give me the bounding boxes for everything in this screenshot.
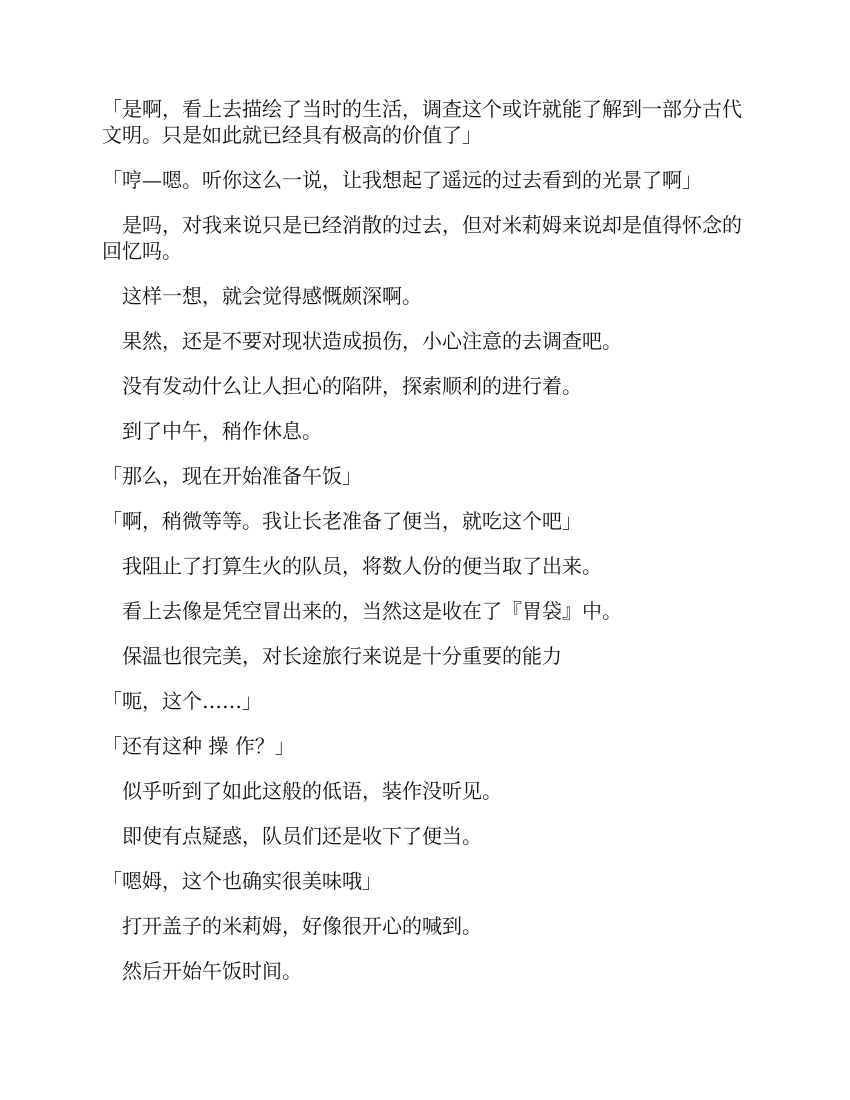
paragraph-dialogue: 「是啊，看上去描绘了当时的生活，调查这个或许就能了解到一部分古代文明。只是如此就已经具有极高的价值了」	[102, 97, 742, 147]
paragraph-narration: 保温也很完美，对长途旅行来说是十分重要的能力	[122, 644, 562, 668]
paragraph-narration: 这样一想，就会觉得感慨颇深啊。	[122, 284, 422, 308]
paragraph-narration: 即使有点疑惑，队员们还是收下了便当。	[122, 824, 482, 848]
paragraph-dialogue: 「嗯姆，这个也确实很美味哦」	[102, 869, 382, 893]
paragraph-narration: 似乎听到了如此这般的低语，装作没听见。	[122, 779, 502, 803]
paragraph-narration: 没有发动什么让人担心的陷阱，探索顺利的进行着。	[122, 374, 582, 398]
paragraph-dialogue: 「哼—嗯。听你这么一说，让我想起了遥远的过去看到的光景了啊」	[102, 168, 702, 192]
paragraph-narration: 打开盖子的米莉姆，好像很开心的喊到。	[122, 914, 482, 938]
document-body	[102, 96, 752, 1003]
paragraph-narration: 看上去像是凭空冒出来的，当然这是收在了『胃袋』中。	[122, 599, 622, 623]
paragraph-narration: 是吗，对我来说只是已经消散的过去，但对米莉姆来说却是值得怀念的回忆吗。	[102, 213, 742, 263]
paragraph-dialogue: 「啊，稍微等等。我让长老准备了便当，就吃这个吧」	[102, 509, 582, 533]
paragraph-dialogue: 「那么，现在开始准备午饭」	[102, 464, 362, 488]
paragraph-narration: 然后开始午饭时间。	[122, 959, 302, 983]
paragraph-narration: 到了中午，稍作休息。	[122, 419, 322, 443]
paragraph-dialogue: 「还有这种 操 作？」	[102, 734, 295, 758]
paragraph-dialogue: 「呃，这个……」	[102, 689, 262, 713]
paragraph-narration: 果然，还是不要对现状造成损伤，小心注意的去调查吧。	[122, 329, 622, 353]
paragraph-narration: 我阻止了打算生火的队员，将数人份的便当取了出来。	[122, 554, 602, 578]
